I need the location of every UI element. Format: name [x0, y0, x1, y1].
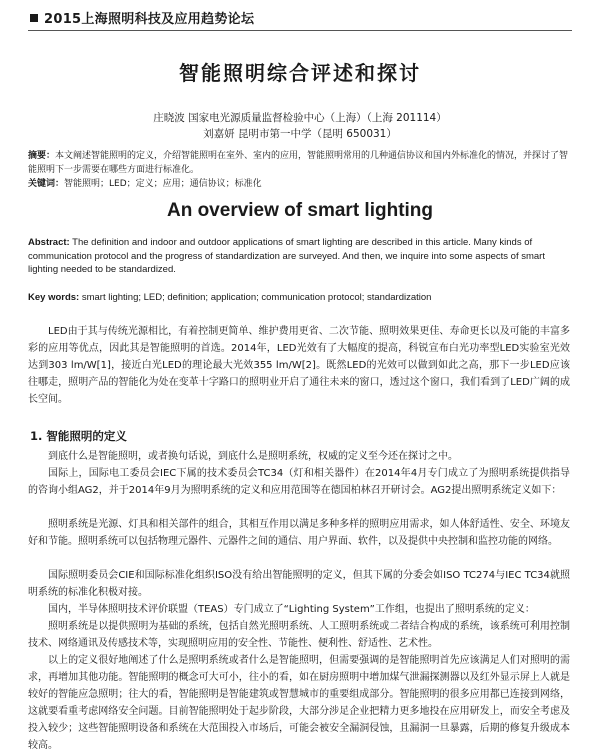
author-block — [0, 110, 600, 142]
en-abstract-text: The definition and indoor and outdoor applications of smart lighting are described in this article. Many kinds of communication protocol and the progress of standardization are surveyed. And then, we inquire into some aspects of smart lighting needed to be standardized. — [28, 237, 545, 275]
header-rule — [28, 30, 572, 31]
chinese-title: 智能照明综合评述和探讨 — [179, 61, 421, 85]
en-abstract-label: Abstract: — [28, 237, 70, 248]
author-line-2: 刘嘉妍 昆明市第一中学（昆明 650031） — [203, 128, 397, 140]
square-bullet-icon — [30, 14, 38, 22]
cn-keywords-text: 智能照明；LED；定义；应用；通信协议；标准化 — [64, 179, 262, 189]
cn-abstract-text: 本文阐述智能照明的定义，介绍智能照明在室外、室内的应用，智能照明常用的几种通信协议和国内外标准化的情况，并探讨了智能照明下一步需要在哪些方面进行标准化。 — [28, 151, 569, 175]
section-heading: 1. 智能照明的定义 — [30, 429, 127, 443]
cn-keywords-label: 关键词： — [28, 179, 65, 189]
section-paragraph: 国际上，国际电工委员会IEC下属的技术委员会TC34（灯和相关器件）在2014年4月专门成立了为照明系统提供指导的咨询小组AG2，并于2014年9月为照明系统的定义和应用范围等在德国柏林召开研讨会。AG2提出照明系统定义如下： — [28, 468, 570, 496]
running-title: 2015上海照明科技及应用趋势论坛 — [44, 12, 255, 27]
english-keywords — [28, 292, 570, 303]
section-paragraph: 以上的定义很好地阐述了什么是照明系统或者什么是智能照明，但需要强调的是智能照明首先应该满足人们对照明的需求，再增加其他功能。智能照明的概念可大可小，往小的看，如在厨房照明中增加煤气泄漏探测器以及红外显示屏上人就是较好的智能应急照明；往大的看，智能照明是智能建筑或智慧城市的重要组成部分。智能照明的很多应用都已连接到网络，这就要看重考虑网络安全问题。目前智能照明处于起步阶段，大部分涉足企业把精力更多地投在应用研发上，而安全考虑及投入较少；这些智能照明设备和系统在大范围投入市场后，可能会被安全漏洞侵蚀，且漏洞一旦暴露，后期的修复升级成本较高。 — [28, 655, 570, 751]
section-paragraph: 国内，半导体照明技术评价联盟（TEAS）专门成立了“Lighting System”工作组，也提出了照明系统的定义： — [48, 604, 535, 615]
section-paragraph: 到底什么是智能照明，或者换句话说，到底什么是照明系统，权威的定义至今还在探讨之中。 — [48, 451, 458, 462]
english-title: An overview of smart lighting — [166, 200, 434, 221]
en-keywords-text: smart lighting; LED; definition; application; communication protocol; standardization — [81, 292, 432, 303]
en-keywords-label: Key words: — [28, 292, 80, 303]
section-paragraph: 照明系统是以提供照明为基础的系统，包括自然光照明系统、人工照明系统或二者结合构成的系统，该系统可利用控制技术、网络通讯及传感技术等，实现照明应用的安全性、节能性、便利性、舒适性、艺术性。 — [28, 621, 570, 649]
english-abstract — [28, 236, 570, 277]
running-header — [30, 8, 254, 27]
section-paragraph: 照明系统是光源、灯具和相关部件的组合，其相互作用以满足多种多样的照明应用需求，如人体舒适性、安全、环境友好和节能。照明系统可以包括物理元器件、元器件之间的通信、用户界面、软件，以及提供中央控制和监控功能的网络。 — [28, 519, 570, 547]
cn-abstract-label: 摘要： — [28, 151, 56, 161]
section-paragraph: 国际照明委员会CIE和国际标准化组织ISO没有给出智能照明的定义，但其下属的分委会如ISO TC274与IEC TC34就照明系统的标准化积极对接。 — [28, 570, 570, 598]
chinese-abstract — [28, 149, 570, 191]
intro-paragraph: LED由于其与传统光源相比，有着控制更简单、维护费用更省、二次节能、照明效果更佳、寿命更长以及可能的丰富多彩的应用等优点，因此其是智能照明的首选。2014年，LED光效有了大幅度的提高，科锐宣布白光功率型LED实验室光效达到303 lm/W[1]，接近白光LED的理论最大光效355 lm/W[2]。既然LED的光效可以做到如此之高，那下一步LED应该往哪走，照明产品的智能化为处在变革十字路口的照明业开启了通往未来的窗口，透过这个窗口，我们看到了LED广阔的成长空间。 — [28, 326, 570, 405]
author-line-1: 庄晓波 国家电光源质量监督检验中心（上海）（上海 201114） — [153, 112, 447, 124]
